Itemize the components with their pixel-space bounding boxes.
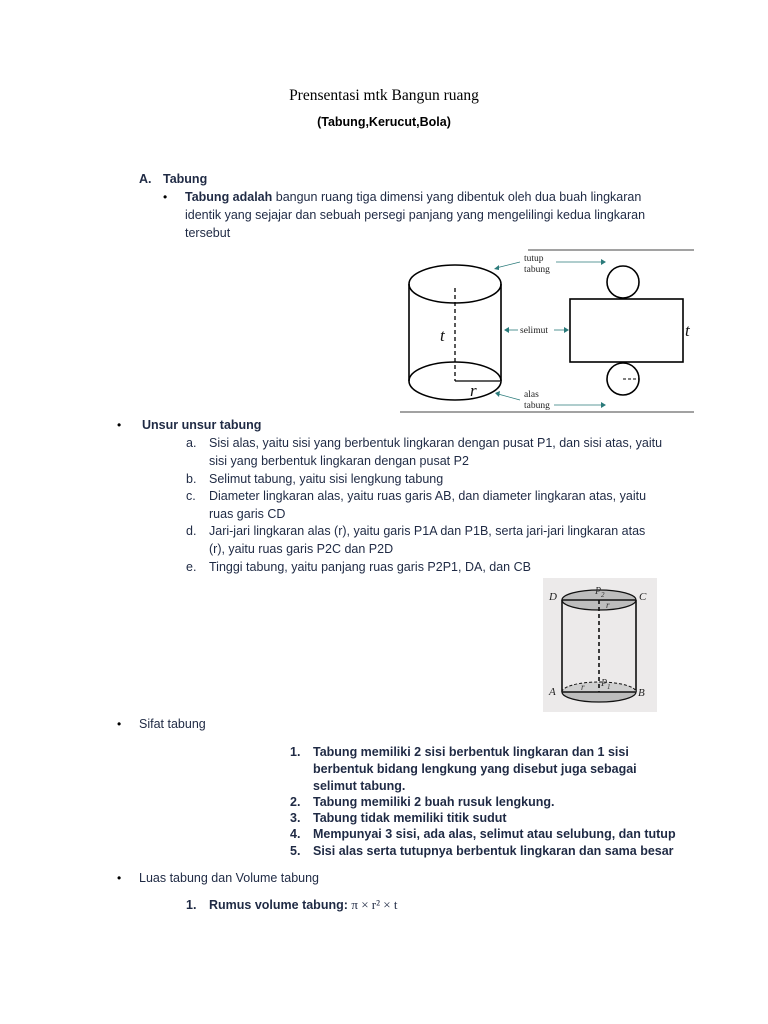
sifat-item-1-line2: berbentuk bidang lengkung yang disebut juga sebagai bbox=[313, 762, 637, 776]
unsur-item-a-line1: Sisi alas, yaitu sisi yang berbentuk lingkaran dengan pusat P1, dan sisi atas, yaitu bbox=[209, 436, 663, 450]
label-p2: P bbox=[595, 586, 602, 597]
page-title: Prensentasi mtk Bangun ruang bbox=[289, 87, 479, 104]
cylinder-net-diagram bbox=[398, 248, 696, 414]
luas-item-1-marker: 1. bbox=[186, 898, 197, 912]
radius-label: r bbox=[470, 381, 477, 400]
tutup-label-1: tutup bbox=[524, 254, 544, 264]
tutup-label-2: tabung bbox=[524, 265, 550, 275]
tabung-definition-rest: bangun ruang tiga dimensi yang dibentuk oleh dua buah lingkaran bbox=[272, 190, 642, 204]
tabung-definition-line3: tersebut bbox=[185, 226, 231, 240]
sifat-item-5-line1: Sisi alas serta tutupnya berbentuk lingkaran dan sama besar bbox=[313, 844, 674, 858]
unsur-item-c-marker: c. bbox=[186, 489, 196, 503]
alas-label-2: tabung bbox=[524, 401, 550, 411]
unsur-bullet: • bbox=[117, 418, 122, 432]
label-c: C bbox=[639, 591, 647, 603]
section-a-marker: A. bbox=[139, 172, 152, 186]
volume-formula-label: Rumus volume tabung: bbox=[209, 898, 352, 912]
sifat-item-4-marker: 4. bbox=[290, 827, 301, 841]
unsur-item-a-line2: sisi yang berbentuk lingkaran dengan pusat P2 bbox=[209, 454, 469, 468]
unsur-item-c-line1: Diameter lingkaran alas, yaitu ruas garis AB, dan diameter lingkaran atas, yaitu bbox=[209, 489, 647, 503]
labeled-cylinder-diagram bbox=[543, 578, 657, 712]
label-b: B bbox=[638, 687, 645, 699]
alas-label-1: alas bbox=[524, 390, 539, 400]
luas-item-1-text bbox=[209, 896, 397, 914]
label-p2-subscript: 2 bbox=[601, 591, 605, 599]
bullet-marker: • bbox=[163, 190, 168, 204]
sifat-item-3-line1: Tabung tidak memiliki titik sudut bbox=[313, 811, 507, 825]
sifat-item-1-line3: selimut tabung. bbox=[313, 779, 406, 793]
label-p1-subscript: 1 bbox=[607, 683, 611, 691]
unsur-item-e-marker: e. bbox=[186, 560, 197, 574]
sifat-bullet: • bbox=[117, 717, 122, 731]
tabung-definition-bold: Tabung adalah bbox=[185, 190, 273, 204]
sifat-item-5-marker: 5. bbox=[290, 844, 301, 858]
selimut-label: selimut bbox=[520, 326, 548, 336]
luas-bullet: • bbox=[117, 871, 122, 885]
sifat-item-1-marker: 1. bbox=[290, 745, 301, 759]
sifat-item-3-marker: 3. bbox=[290, 811, 301, 825]
volume-formula: π × r² × t bbox=[351, 897, 398, 912]
luas-heading: Luas tabung dan Volume tabung bbox=[139, 871, 320, 885]
unsur-item-d-line2: (r), yaitu ruas garis P2C dan P2D bbox=[209, 542, 394, 556]
unsur-item-b-marker: b. bbox=[186, 472, 197, 486]
label-p1: P bbox=[601, 678, 608, 689]
label-d: D bbox=[549, 591, 557, 603]
unsur-item-d-line1: Jari-jari lingkaran alas (r), yaitu garis P1A dan P1B, serta jari-jari lingkaran atas bbox=[209, 524, 646, 538]
label-r-top: r bbox=[606, 600, 610, 610]
unsur-heading: Unsur unsur tabung bbox=[142, 418, 262, 432]
unsur-item-c-line2: ruas garis CD bbox=[209, 507, 286, 521]
section-a-heading: Tabung bbox=[163, 172, 208, 186]
label-a: A bbox=[549, 686, 556, 698]
unsur-item-e-line1: Tinggi tabung, yaitu panjang ruas garis P2P1, DA, dan CB bbox=[209, 560, 531, 574]
sifat-heading: Sifat tabung bbox=[139, 717, 206, 731]
sifat-item-1-line1: Tabung memiliki 2 sisi berbentuk lingkaran dan 1 sisi bbox=[313, 745, 629, 759]
sifat-item-2-line1: Tabung memiliki 2 buah rusuk lengkung. bbox=[313, 795, 555, 809]
label-r-bottom: r bbox=[581, 682, 585, 692]
unsur-item-b-line1: Selimut tabung, yaitu sisi lengkung tabung bbox=[209, 472, 444, 486]
net-height-label: t bbox=[685, 321, 690, 340]
tabung-definition-line1 bbox=[185, 188, 641, 206]
unsur-item-a-marker: a. bbox=[186, 436, 197, 450]
sifat-item-2-marker: 2. bbox=[290, 795, 301, 809]
height-label: t bbox=[440, 326, 445, 345]
tabung-definition-line2: identik yang sejajar dan sebuah persegi panjang yang mengelilingi kedua lingkaran bbox=[185, 208, 646, 222]
page-subtitle: (Tabung,Kerucut,Bola) bbox=[317, 115, 451, 129]
unsur-item-d-marker: d. bbox=[186, 524, 197, 538]
sifat-item-4-line1: Mempunyai 3 sisi, ada alas, selimut atau selubung, dan tutup bbox=[313, 827, 676, 841]
